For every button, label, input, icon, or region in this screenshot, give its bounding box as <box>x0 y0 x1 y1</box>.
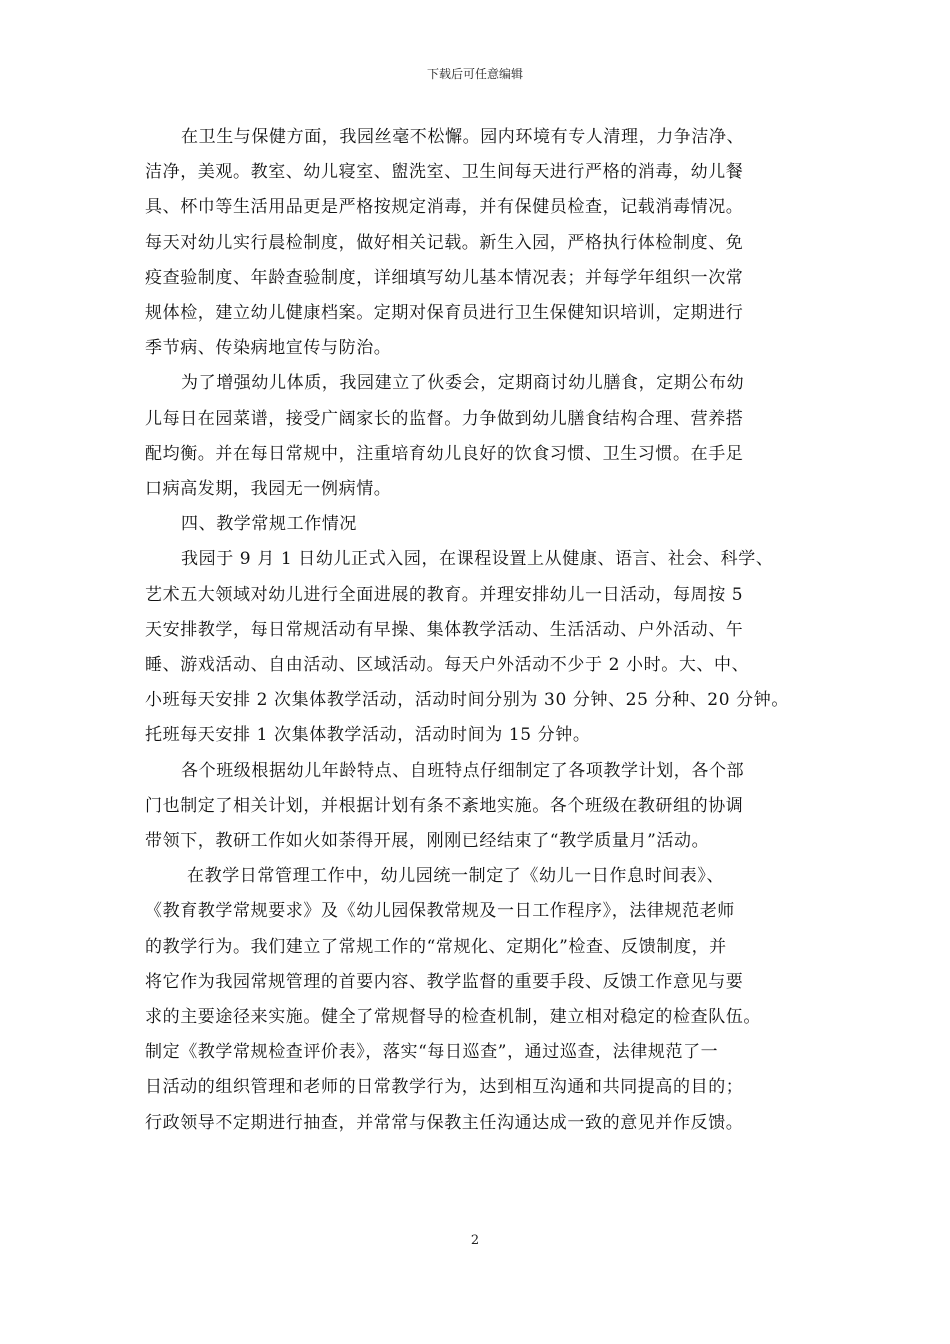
text-line: 日活动的组织管理和老师的日常教学行为，达到相互沟通和共同提高的目的； <box>145 1077 744 1098</box>
text-line: 配均衡。并在每日常规中，注重培育幼儿良好的饮食习惯、卫生习惯。在手足 <box>145 443 744 464</box>
text-line: 洁净，美观。教室、幼儿寝室、盥洗室、卫生间每天进行严格的消毒，幼儿餐 <box>145 162 744 183</box>
text-line: 每天对幼儿实行晨检制度，做好相关记载。新生入园，严格执行体检制度、免 <box>145 232 744 253</box>
text-line: 季节病、传染病地宣传与防治。 <box>145 338 392 359</box>
page-number: 2 <box>470 1233 480 1248</box>
text-line: 规体检，建立幼儿健康档案。定期对保育员进行卫生保健知识培训，定期进行 <box>145 303 744 324</box>
text-line: 门也制定了相关计划，并根据计划有条不紊地实施。各个班级在教研组的协调 <box>145 795 744 816</box>
text-line: 疫查验制度、年龄查验制度，详细填写幼儿基本情况表；并每学年组织一次常 <box>145 267 744 288</box>
text-line: 具、杯巾等生活用品更是严格按规定消毒，并有保健员检查，记载消毒情况。 <box>145 197 744 218</box>
text-line: 的教学行为。我们建立了常规工作的“常规化、定期化”检查、反馈制度，并 <box>145 936 727 957</box>
text-line: 《教育教学常规要求》及《幼儿园保教常规及一日工作程序》，法律规范老师 <box>145 901 735 922</box>
text-line: 儿每日在园菜谱，接受广阔家长的监督。力争做到幼儿膳食结构合理、营养搭 <box>145 408 744 429</box>
paragraph-nutrition <box>145 366 825 507</box>
section-heading <box>145 507 825 542</box>
text-line: 口病高发期，我园无一例病情。 <box>145 479 392 500</box>
text-line: 在教学日常管理工作中，幼儿园统一制定了《幼儿一日作息时间表》、 <box>187 866 725 887</box>
text-line: 行政领导不定期进行抽查，并常常与保教主任沟通达成一致的意见并作反馈。 <box>145 1112 744 1133</box>
text-line: 将它作为我园常规管理的首要内容、教学监督的重要手段、反馈工作意见与要 <box>145 971 744 992</box>
text-line: 艺术五大领域对幼儿进行全面进展的教育。并理安排幼儿一日活动，每周按 5 <box>145 584 744 605</box>
text-line: 我园于 9 月 1 日幼儿正式入园，在课程设置上从健康、语言、社会、科学、 <box>181 549 774 570</box>
paragraph-schedule <box>145 542 825 753</box>
paragraph-hygiene <box>145 120 825 366</box>
text-line: 睡、游戏活动、自由活动、区域活动。每天户外活动不少于 2 小时。大、中、 <box>145 655 750 676</box>
text-line: 制定《教学常规检查评价表》，落实“每日巡查”，通过巡查，法律规范了一 <box>145 1042 719 1063</box>
text-line: 小班每天安排 2 次集体教学活动，活动时间分别为 30 分钟、25 分种、20 分钟。 <box>145 690 789 711</box>
text-line: 托班每天安排 1 次集体教学活动，活动时间为 15 分钟。 <box>145 725 591 746</box>
paragraph-management <box>145 859 825 1141</box>
text-line: 在卫生与保健方面，我园丝毫不松懈。园内环境有专人清理，力争洁净、 <box>181 127 745 147</box>
text-line: 带领下，教研工作如火如荼得开展，刚刚已经结束了“教学质量月”活动。 <box>145 831 710 852</box>
text-line: 天安排教学，每日常规活动有早操、集体教学活动、生活活动、户外活动、午 <box>145 619 744 640</box>
paragraph-plans <box>145 754 825 860</box>
text-line: 为了增强幼儿体质，我园建立了伙委会，定期商讨幼儿膳食，定期公布幼 <box>181 373 745 394</box>
text-line: 求的主要途径来实施。健全了常规督导的检查机制，建立相对稳定的检查队伍。 <box>145 1007 761 1028</box>
text-line: 各个班级根据幼儿年龄特点、自班特点仔细制定了各项教学计划，各个部 <box>181 760 745 781</box>
page-header: 下载后可任意编辑 <box>426 67 523 81</box>
text-line: 四、教学常规工作情况 <box>181 514 357 535</box>
document-body <box>145 120 825 1141</box>
